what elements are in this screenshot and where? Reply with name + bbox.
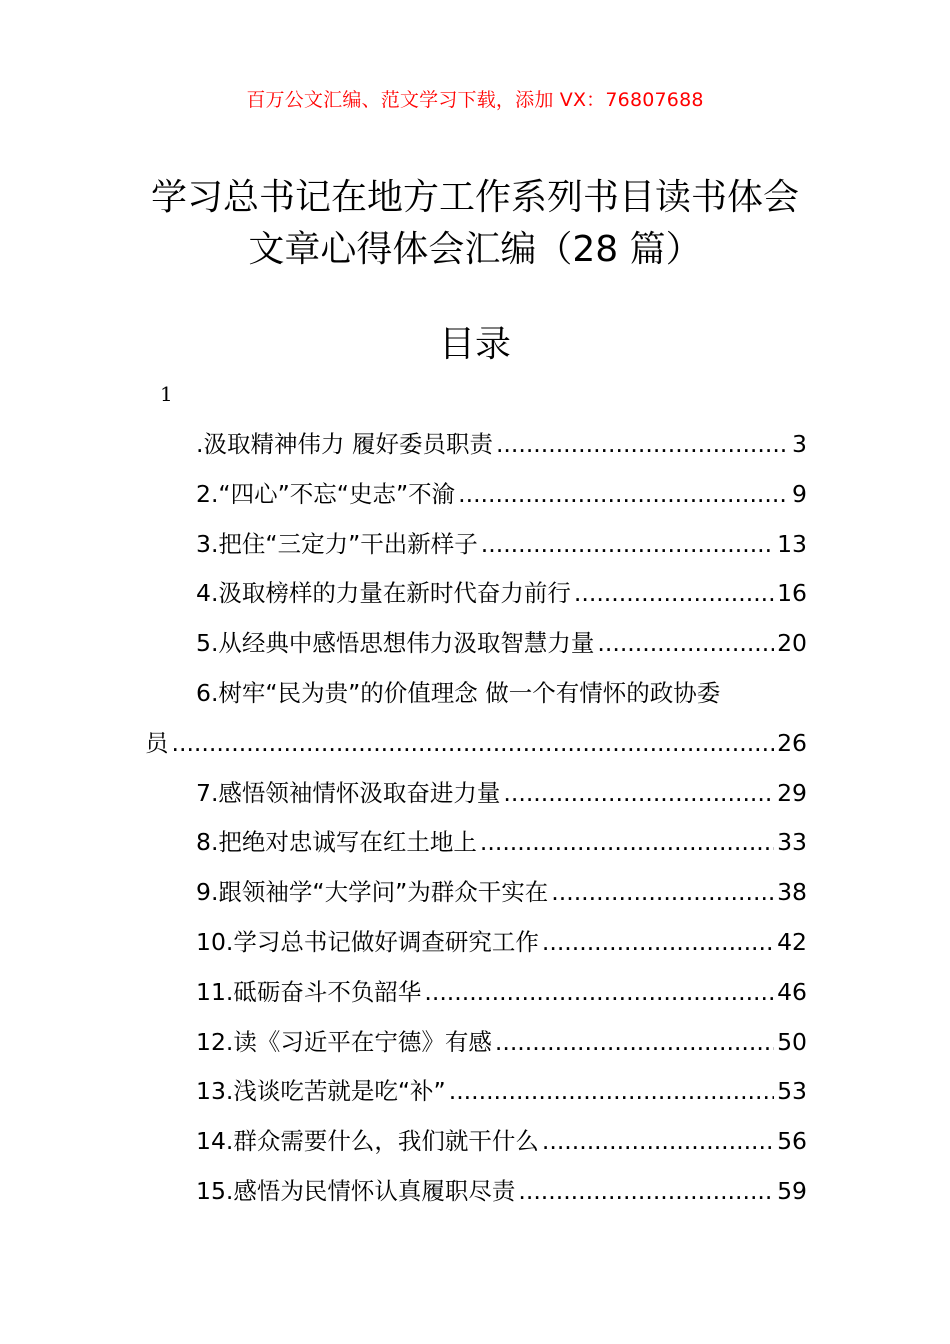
toc-entry-label: 10.学习总书记做好调查研究工作 xyxy=(196,927,539,956)
toc-entry-10[interactable] xyxy=(145,918,807,968)
toc-leader xyxy=(424,968,774,1018)
toc-entry-9[interactable] xyxy=(145,868,807,918)
toc-entry-label: 14.群众需要什么，我们就干什么 xyxy=(196,1127,539,1156)
toc-entry-4[interactable] xyxy=(145,569,807,619)
toc-entry-page: 59 xyxy=(777,1176,807,1205)
document-title xyxy=(0,172,950,276)
page-marker: 1 xyxy=(160,382,173,406)
toc-entry-label: 2.“四心”不忘“史志”不渝 xyxy=(196,479,456,508)
toc-leader xyxy=(172,719,775,769)
table-of-contents xyxy=(145,420,807,1217)
toc-entry-label: 4.汲取榜样的力量在新时代奋力前行 xyxy=(196,579,571,608)
toc-entry-8[interactable] xyxy=(145,818,807,868)
toc-entry-page: 13 xyxy=(777,529,807,558)
toc-entry-label: .汲取精神伟力 履好委员职责 xyxy=(196,430,493,458)
toc-entry-label-cont: 员 xyxy=(145,728,169,757)
toc-leader xyxy=(496,420,789,470)
toc-entry-page: 29 xyxy=(777,778,807,807)
toc-entry-label: 13.浅谈吃苦就是吃“补” xyxy=(196,1077,446,1106)
title-line-1: 学习总书记在地方工作系列书目读书体会 xyxy=(150,177,799,218)
toc-leader xyxy=(542,918,774,968)
toc-leader xyxy=(597,619,774,669)
toc-entry-label: 15.感悟为民情怀认真履职尽责 xyxy=(196,1176,516,1205)
toc-entry-page: 33 xyxy=(777,828,807,857)
toc-entry-page: 56 xyxy=(777,1127,807,1156)
toc-entry-13[interactable] xyxy=(145,1067,807,1117)
toc-entry-page: 26 xyxy=(777,728,807,757)
toc-leader xyxy=(458,470,789,520)
toc-entry-page: 9 xyxy=(792,479,807,508)
toc-entry-14[interactable] xyxy=(145,1117,807,1167)
toc-entry-page: 3 xyxy=(792,430,807,458)
toc-heading: 目录 xyxy=(438,324,511,365)
toc-entry-12[interactable] xyxy=(145,1018,807,1068)
toc-entry-5[interactable] xyxy=(145,619,807,669)
toc-entry-15[interactable] xyxy=(145,1167,807,1217)
toc-entry-11[interactable] xyxy=(145,968,807,1018)
toc-leader xyxy=(518,1167,774,1217)
toc-entry-page: 42 xyxy=(777,927,807,956)
toc-entry-page: 50 xyxy=(777,1027,807,1056)
toc-leader xyxy=(481,520,774,570)
toc-entry-label: 9.跟领袖学“大学问”为群众干实在 xyxy=(196,878,549,907)
toc-entry-label: 5.从经典中感悟思想伟力汲取智慧力量 xyxy=(196,629,595,658)
toc-entry-page: 46 xyxy=(777,977,807,1006)
toc-entry-page: 53 xyxy=(777,1077,807,1106)
toc-entry-3[interactable] xyxy=(145,520,807,570)
toc-entry-6[interactable] xyxy=(145,669,807,769)
header-banner: 百万公文汇编、范文学习下载，添加 VX：76807688 xyxy=(246,89,704,111)
toc-entry-continuation xyxy=(145,719,807,769)
toc-entry-1[interactable] xyxy=(145,420,807,470)
toc-entry-label: 7.感悟领袖情怀汲取奋进力量 xyxy=(196,778,501,807)
toc-entry-label: 12.读《习近平在宁德》有感 xyxy=(196,1027,492,1056)
title-line-2: 文章心得体会汇编（28 篇） xyxy=(248,229,702,270)
toc-leader xyxy=(449,1067,774,1117)
toc-entry-label: 8.把绝对忠诚写在红土地上 xyxy=(196,828,477,857)
toc-entry-page: 20 xyxy=(777,629,807,658)
toc-leader xyxy=(503,769,774,819)
toc-leader xyxy=(551,868,774,918)
toc-leader xyxy=(495,1018,774,1068)
toc-entry-label: 6.树牢“民为贵”的价值理念 做一个有情怀的政协委 xyxy=(196,678,721,707)
toc-entry-page: 38 xyxy=(777,878,807,907)
toc-leader xyxy=(480,818,774,868)
toc-entry-page: 16 xyxy=(777,579,807,608)
toc-leader xyxy=(574,569,774,619)
toc-entry-label: 11.砥砺奋斗不负韶华 xyxy=(196,977,422,1006)
toc-entry-7[interactable] xyxy=(145,769,807,819)
toc-entry-2[interactable] xyxy=(145,470,807,520)
toc-entry-label: 3.把住“三定力”干出新样子 xyxy=(196,529,478,558)
toc-leader xyxy=(542,1117,774,1167)
